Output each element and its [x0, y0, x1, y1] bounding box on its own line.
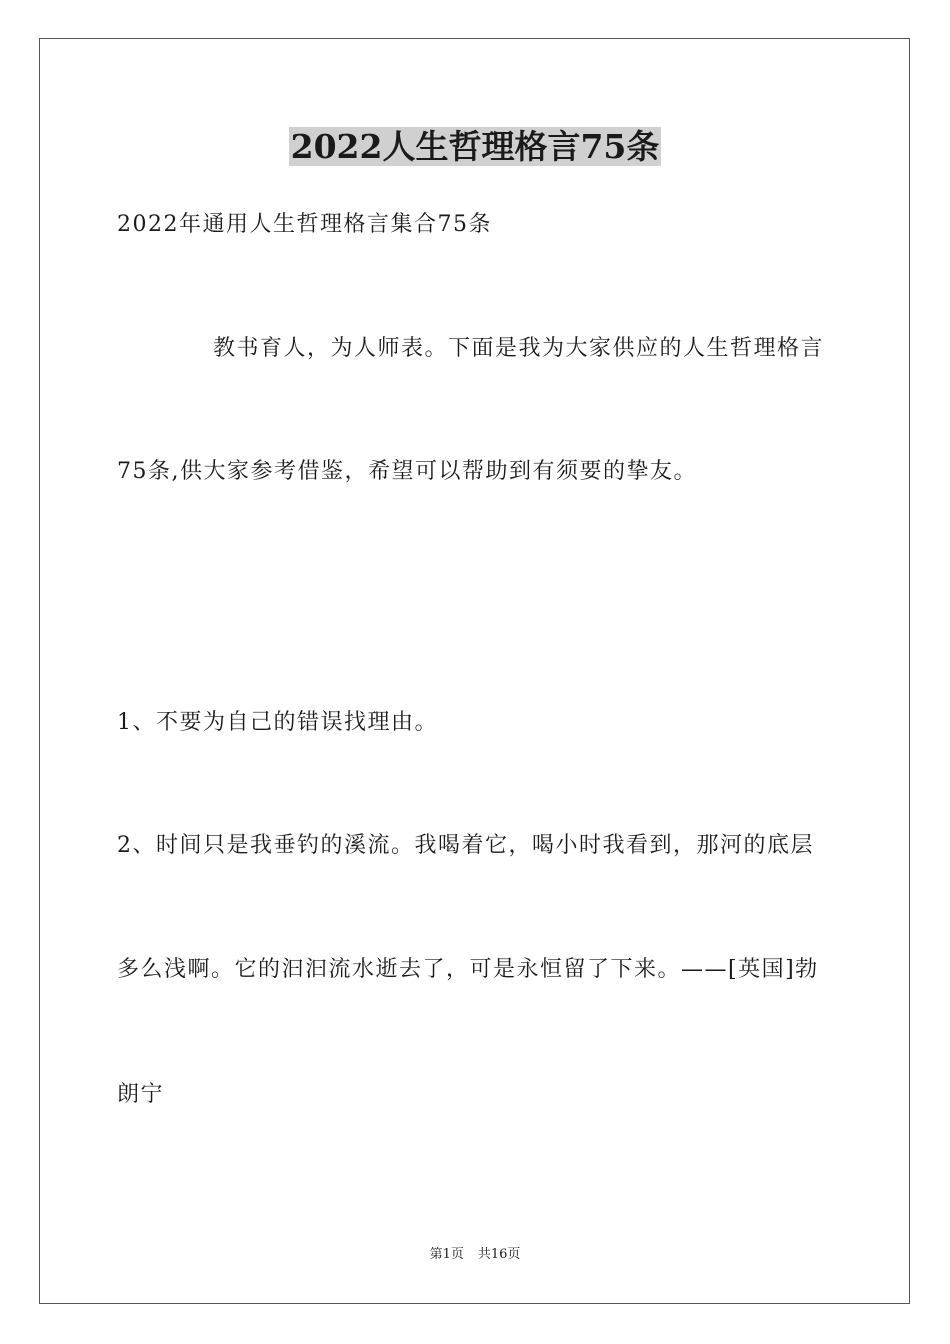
intro-line-2: 75条,供大家参考借鉴，希望可以帮助到有须要的挚友。: [117, 459, 697, 484]
quote-item-2-line-2: 多么浅啊。它的汩汩流水逝去了，可是永恒留了下来。——[英国]勃: [117, 957, 819, 982]
page-number-total: 共16页: [477, 1247, 521, 1262]
document-subtitle: 2022年通用人生哲理格言集合75条: [117, 212, 492, 237]
page-footer: [0, 1246, 950, 1264]
quote-item-2-line-3: 朗宁: [117, 1082, 165, 1107]
intro-line-1: 教书育人，为人师表。下面是我为大家供应的人生哲理格言: [213, 336, 825, 361]
quote-item-2-line-1: 2、时间只是我垂钓的溪流。我喝着它，喝小时我看到，那河的底层: [117, 833, 814, 858]
quote-item-1: 1、不要为自己的错误找理由。: [117, 710, 438, 735]
document-title-text: 2022人生哲理格言75条: [290, 127, 660, 166]
page-number-current: 第1页: [429, 1247, 464, 1262]
document-title: [0, 127, 950, 167]
